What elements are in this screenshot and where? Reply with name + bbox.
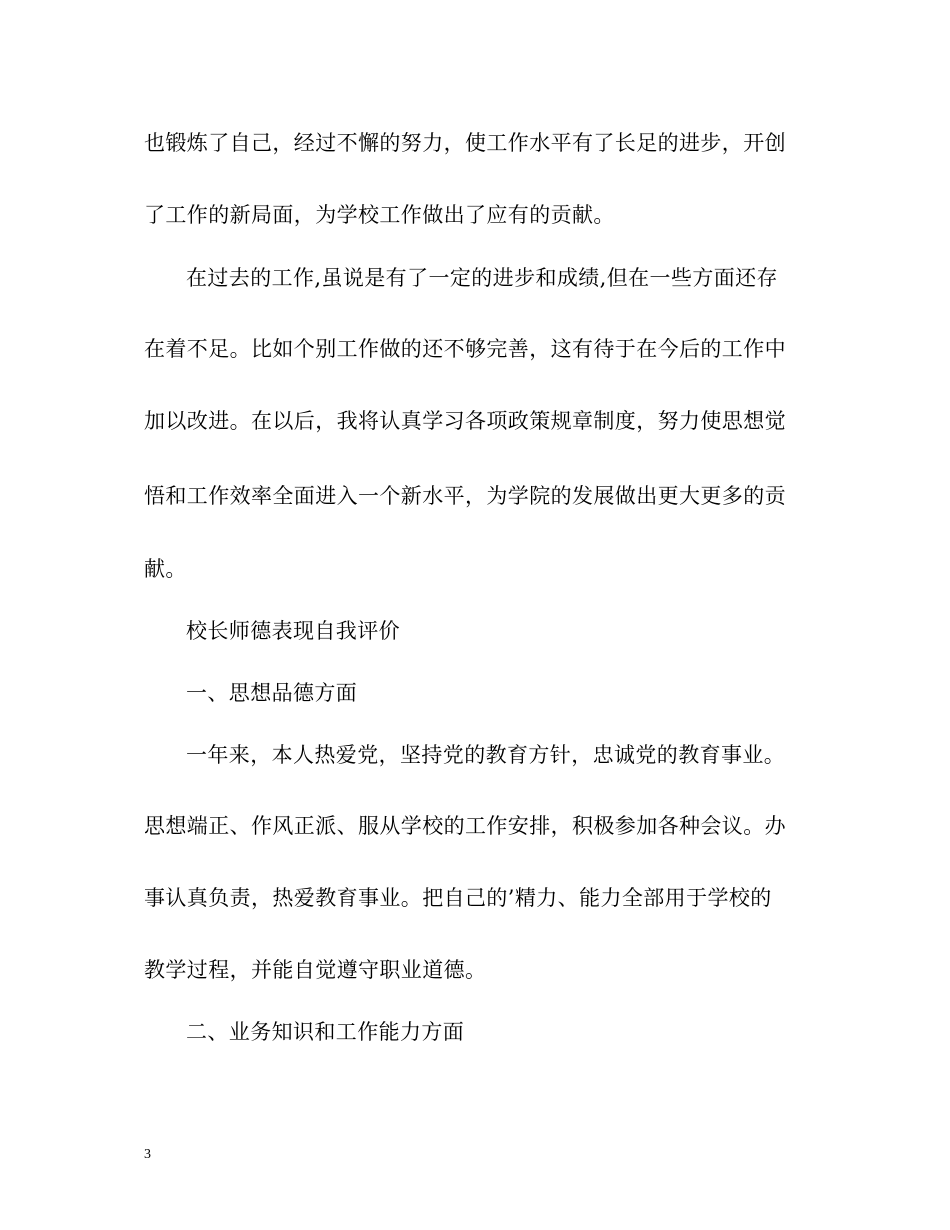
body-text-line: 了工作的新局面，为学校工作做出了应有的贡献。 (144, 203, 615, 227)
section-heading: 二、业务知识和工作能力方面 (186, 1020, 465, 1044)
body-text-line: 思想端正、作风正派、服从学校的工作安排，积极参加各种会议。办 (144, 814, 786, 838)
section-heading: 一、思想品德方面 (186, 681, 358, 705)
paragraph-first-line: 在过去的工作,虽说是有了一定的进步和成绩,但在一些方面还存 (186, 266, 778, 290)
paragraph-first-line: 一年来，本人热爱党，坚持党的教育方针，忠诚党的教育事业。 (186, 743, 786, 767)
body-text-line: 教学过程，并能自觉遵守职业道德。 (144, 958, 487, 982)
page-number: 3 (144, 1147, 151, 1162)
body-text-line: 也锻炼了自己，经过不懈的努力，使工作水平有了长足的进步，开创 (144, 131, 786, 155)
body-text-line: 献。 (144, 557, 187, 581)
body-text-line: 在着不足。比如个别工作做的还不够完善，这有待于在今后的工作中 (144, 337, 786, 361)
body-text-line: 悟和工作效率全面进入一个新水平，为学院的发展做出更大更多的贡 (144, 484, 786, 508)
body-text-line: 事认真负责，热爱教育事业。把自己的’精力、能力全部用于学校的 (144, 886, 772, 910)
section-title: 校长师德表现自我评价 (186, 619, 400, 643)
body-text-line: 加以改进。在以后，我将认真学习各项政策规章制度，努力使思想觉 (144, 409, 786, 433)
